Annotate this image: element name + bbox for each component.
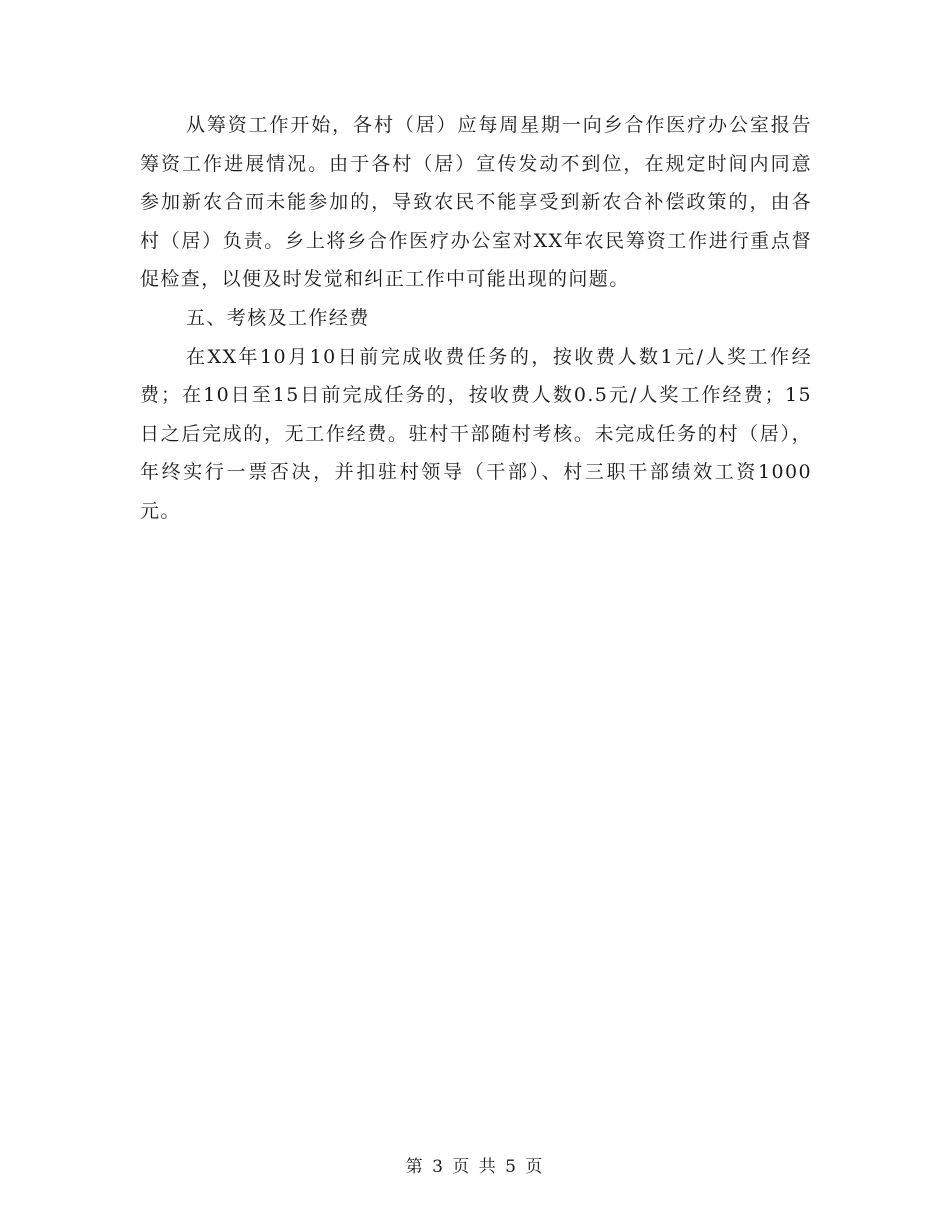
paragraph-assessment-funding: 在XX年10月10日前完成收费任务的，按收费人数1元/人奖工作经费；在10日至15日前完成任务的，按收费人数0.5元/人奖工作经费；15日之后完成的，无工作经费。驻村干部随村考核。未完成任务的村（居），年终实行一票否决，并扣驻村领导（干部）、村三职干部绩效工资1000元。	[140, 345, 812, 522]
page-number-footer: 第 3 页 共 5 页	[405, 1157, 545, 1177]
paragraph-fundraising-report: 从筹资工作开始，各村（居）应每周星期一向乡合作医疗办公室报告筹资工作进展情况。由于各村（居）宣传发动不到位，在规定时间内同意参加新农合而未能参加的，导致农民不能享受到新农合补偿政策的，由各村（居）负责。乡上将乡合作医疗办公室对XX年农民筹资工作进行重点督促检查，以便及时发觉和纠正工作中可能出现的问题。	[140, 114, 812, 291]
document-body	[140, 106, 812, 531]
section-heading-assessment: 五、考核及工作经费	[186, 306, 370, 329]
